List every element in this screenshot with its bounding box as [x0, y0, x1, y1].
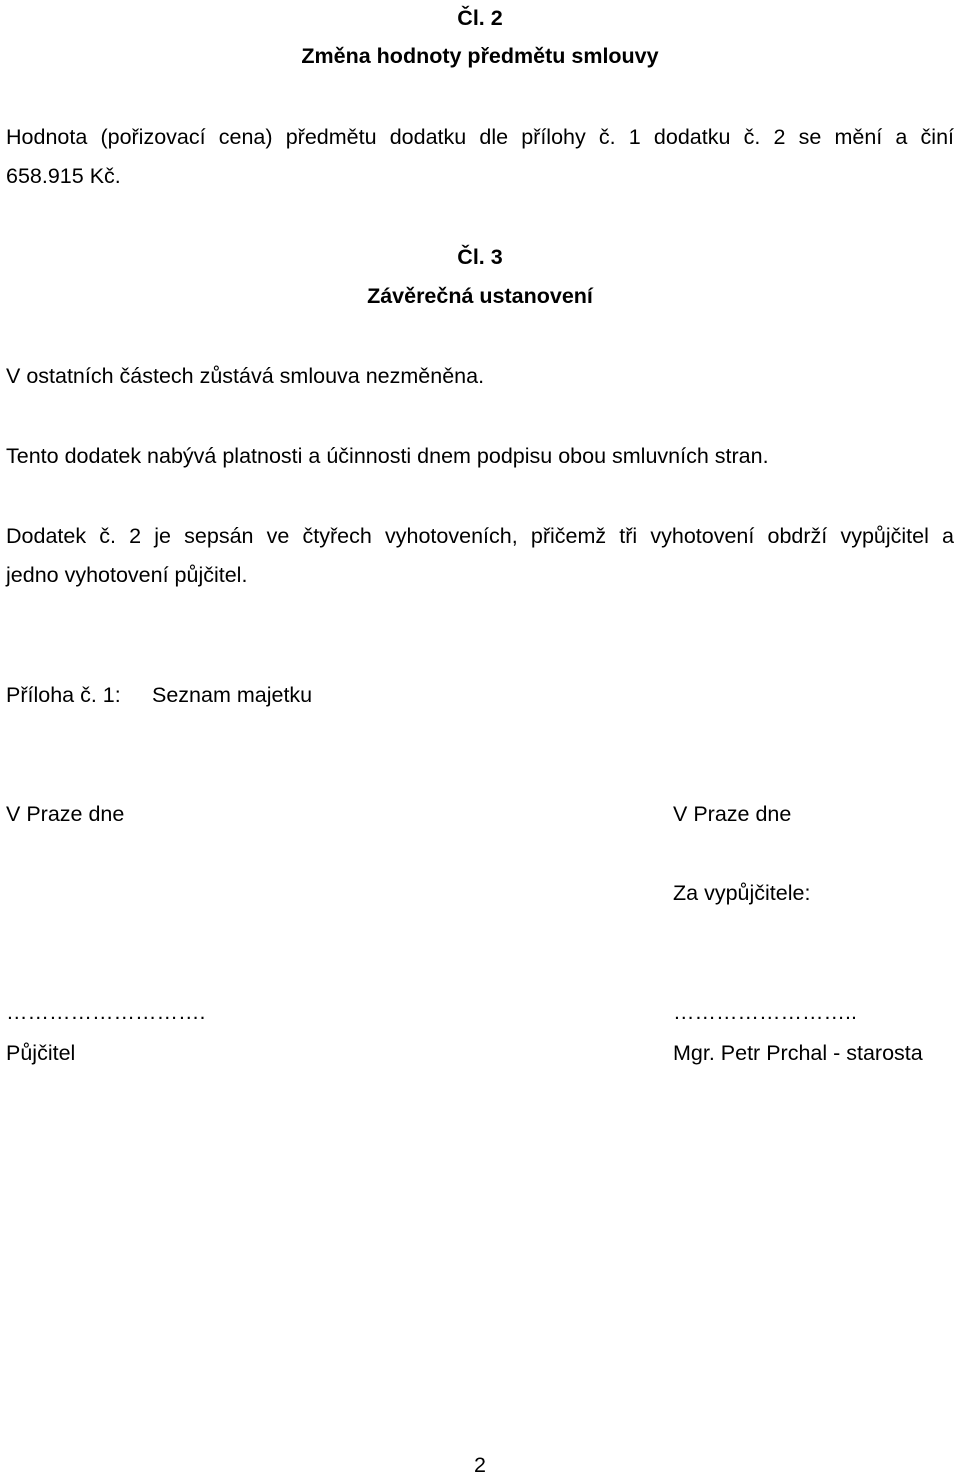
article-3-paragraph-1: V ostatních částech zůstává smlouva nezměněna. — [6, 364, 485, 388]
article-2-paragraph-line-2: 658.915 Kč. — [6, 164, 121, 188]
page-number: 2 — [474, 1453, 486, 1477]
article-3-paragraph-3-line-1: Dodatek č. 2 je sepsán ve čtyřech vyhotoveních, přičemž tři vyhotovení obdrží vypůjčitel a — [6, 524, 954, 548]
right-signature-line: …………………….. — [673, 1000, 857, 1024]
article-2-paragraph-line-1: Hodnota (pořizovací cena) předmětu dodatku dle přílohy č. 1 dodatku č. 2 se mění a činí — [6, 125, 954, 149]
left-place-date: V Praze dne — [6, 802, 125, 826]
article-3-paragraph-3-line-2: jedno vyhotovení půjčitel. — [6, 563, 248, 587]
right-on-behalf-label: Za vypůjčitele: — [673, 881, 811, 905]
article-3-heading: Čl. 3 — [457, 245, 503, 269]
attachment-name: Seznam majetku — [152, 683, 313, 707]
article-2-heading: Čl. 2 — [457, 6, 503, 30]
right-place-date: V Praze dne — [673, 802, 792, 826]
article-2-title: Změna hodnoty předmětu smlouvy — [301, 44, 659, 68]
article-3-paragraph-2: Tento dodatek nabývá platnosti a účinnosti dnem podpisu obou smluvních stran. — [6, 444, 769, 468]
article-3-title: Závěrečná ustanovení — [367, 284, 593, 308]
attachment-label: Příloha č. 1: — [6, 683, 121, 707]
left-signatory-role: Půjčitel — [6, 1041, 76, 1065]
right-signatory-name: Mgr. Petr Prchal - starosta — [673, 1041, 923, 1065]
left-signature-line: ………………………. — [6, 1000, 206, 1024]
